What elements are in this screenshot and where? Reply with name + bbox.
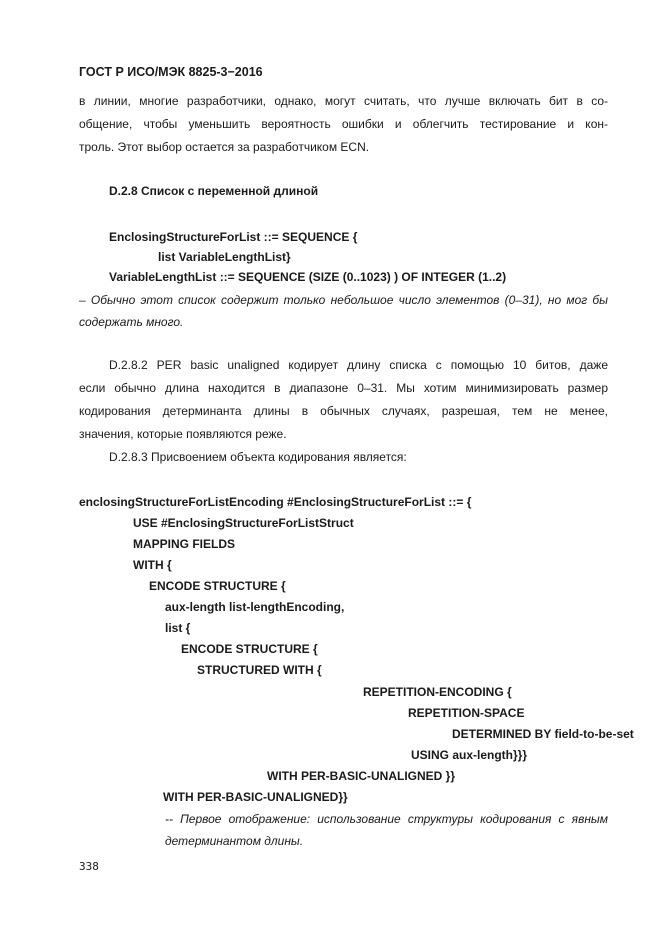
body-text-line: общение, чтобы уменьшить вероятность ошибки и облегчить тестирование и кон- — [79, 117, 608, 131]
ecn-code-line: REPETITION-ENCODING { — [363, 685, 512, 699]
ecn-code-line: ENCODE STRUCTURE { — [149, 579, 286, 593]
ecn-code-line: ENCODE STRUCTURE { — [181, 642, 318, 656]
note-line: – Обычно этот список содержит только небольшое число элементов (0–31), но мог бы — [79, 293, 608, 307]
asn1-line: VariableLengthList ::= SEQUENCE (SIZE (0..1023) ) OF INTEGER (1..2) — [109, 270, 507, 284]
document-header: ГОСТ Р ИСО/МЭК 8825-3−2016 — [79, 65, 263, 79]
ecn-code-line: USE #EnclosingStructureForListStruct — [133, 516, 354, 530]
body-text-line: кодирования детерминанта длины в обычных случаях, разрешая, тем не менее, — [79, 404, 608, 418]
comment-line: -- Первое отображение: использование структуры кодирования с явным — [165, 812, 608, 826]
body-text-line: значения, которые появляются реже. — [79, 427, 287, 441]
asn1-line: list VariableLengthList} — [158, 250, 291, 264]
ecn-code-line: USING aux-length}}} — [411, 748, 528, 762]
ecn-code-line: WITH { — [133, 558, 172, 572]
ecn-code-line: MAPPING FIELDS — [133, 537, 236, 551]
body-text-line: D.2.8.3 Присвоением объекта кодирования является: — [109, 450, 407, 464]
body-text-line: D.2.8.2 PER basic unaligned кодирует длину списка с помощью 10 битов, даже — [109, 358, 608, 372]
section-heading: D.2.8 Список с переменной длиной — [109, 184, 319, 198]
ecn-code-line: WITH PER-BASIC-UNALIGNED }} — [267, 769, 455, 783]
ecn-code-line: aux-length list-lengthEncoding, — [165, 600, 345, 614]
note-line: содержать много. — [79, 315, 184, 329]
comment-line: детерминантом длины. — [165, 834, 304, 848]
body-text-line: троль. Этот выбор остается за разработчиком ECN. — [79, 140, 370, 154]
ecn-code-line: enclosingStructureForListEncoding #EnclosingStructureForList ::= { — [79, 495, 472, 509]
ecn-code-line: DETERMINED BY field-to-be-set — [452, 727, 634, 741]
ecn-code-line: REPETITION-SPACE — [408, 706, 525, 720]
body-text-line: если обычно длина находится в диапазоне 0–31. Мы хотим минимизировать размер — [79, 381, 608, 395]
page-number: 338 — [79, 860, 99, 873]
body-text-line: в линии, многие разработчики, однако, могут считать, что лучше включать бит в со- — [79, 94, 608, 108]
ecn-code-line: list { — [165, 621, 191, 635]
asn1-line: EnclosingStructureForList ::= SEQUENCE { — [109, 230, 358, 244]
ecn-code-line: STRUCTURED WITH { — [197, 663, 322, 677]
ecn-code-line: WITH PER-BASIC-UNALIGNED}} — [163, 790, 348, 804]
